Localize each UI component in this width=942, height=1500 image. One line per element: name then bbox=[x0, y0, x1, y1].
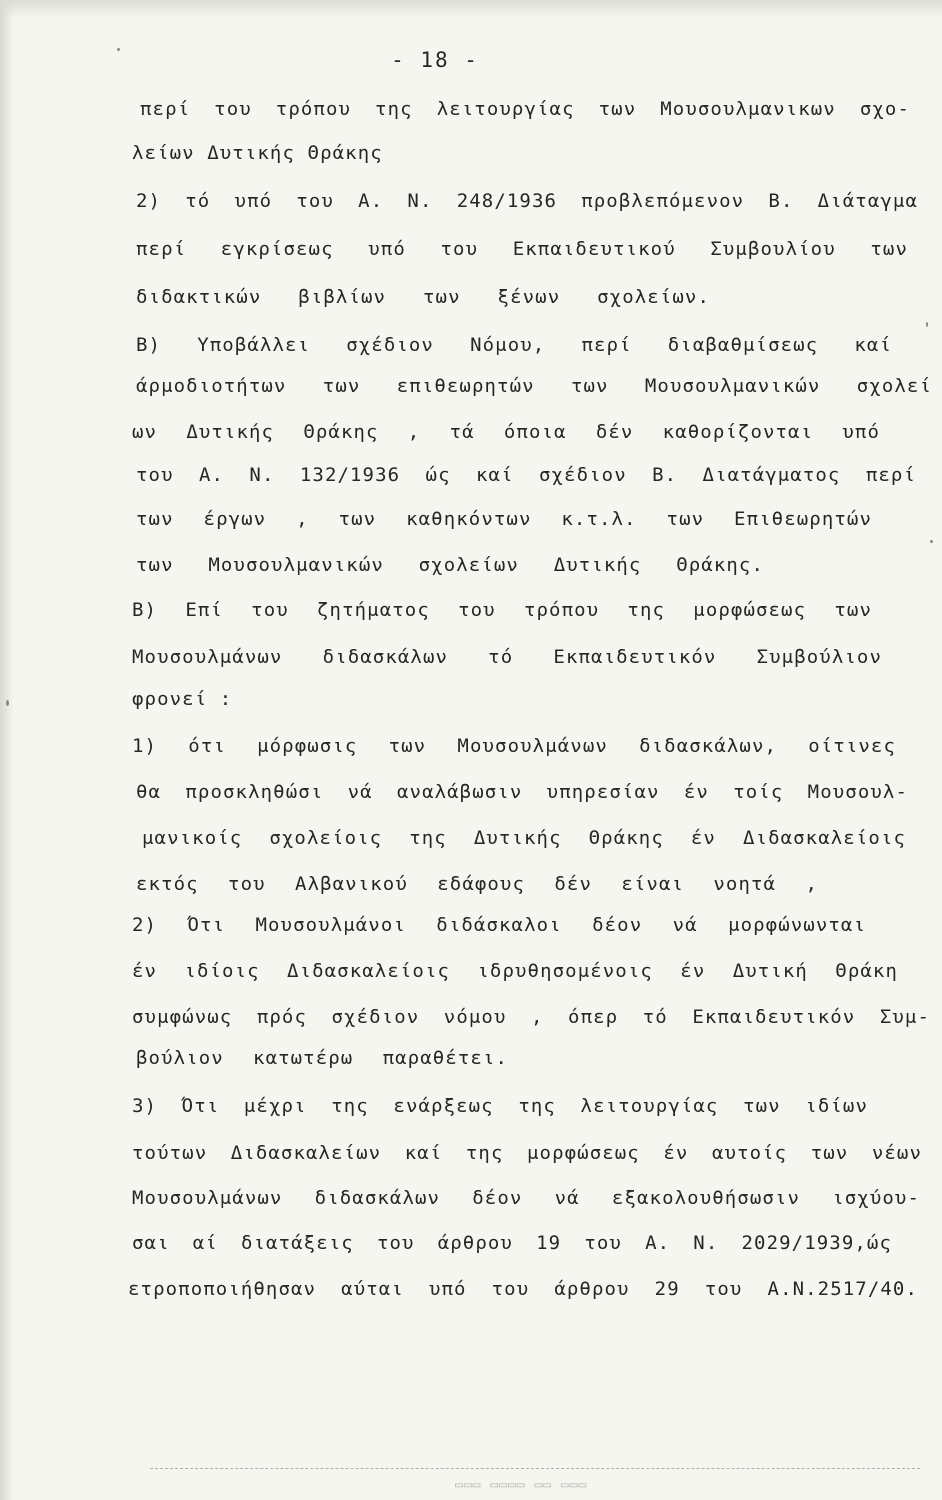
bleed-through-mark: ▭▭▭ ▭▭▭▭ ▭▭ ▭▭▭ bbox=[455, 1478, 588, 1493]
text-line: φρονεί : bbox=[132, 688, 233, 710]
text-line: τούτων Διδασκαλείων καί της μορφώσεως έν αυτοίς των νέων bbox=[132, 1142, 922, 1164]
text-line: 2) τό υπό του Α. Ν. 248/1936 προβλεπόμενον Β. Διάταγμα bbox=[136, 190, 918, 212]
text-line: ετροποποιήθησαν αύται υπό του άρθρου 29 του Α.Ν.2517/40. bbox=[128, 1278, 918, 1300]
text-line: ων Δυτικής Θράκης , τά όποια δέν καθορίζονται υπό bbox=[132, 421, 880, 443]
text-line: 1) ότι μόρφωσις των Μουσουλμάνων διδασκάλων, οίτινες bbox=[132, 735, 896, 757]
text-line: Μουσουλμάνων διδασκάλων τό Εκπαιδευτικόν Συμβούλιον bbox=[132, 646, 882, 668]
text-line: έν ιδίοις Διδασκαλείοις ιδρυθησομένοις έν Δυτική Θράκη bbox=[132, 960, 898, 982]
text-line: μανικοίς σχολείοις της Δυτικής Θράκης έν Διδασκαλείοις bbox=[142, 827, 906, 849]
paper-speck bbox=[930, 540, 933, 543]
footer-rule bbox=[150, 1468, 920, 1469]
text-line: εκτός του Αλβανικού εδάφους δέν είναι νοητά , bbox=[136, 873, 818, 895]
text-line: περί εγκρίσεως υπό του Εκπαιδευτικού Συμβουλίου των bbox=[136, 238, 908, 260]
text-line: διδακτικών βιβλίων των ξένων σχολείων. bbox=[136, 286, 710, 308]
text-line: περί του τρόπου της λειτουργίας των Μουσουλμανικων σχο- bbox=[140, 98, 910, 120]
text-line: συμφώνως πρός σχέδιον νόμου , όπερ τό Εκπαιδευτικόν Συμ- bbox=[132, 1006, 930, 1028]
text-line: βούλιον κατωτέρω παραθέτει. bbox=[136, 1047, 508, 1069]
text-line: 2) Ότι Μουσουλμάνοι διδάσκαλοι δέον νά μορφώνωνται bbox=[132, 914, 866, 936]
text-line: σαι αί διατάξεις του άρθρου 19 του Α. Ν. 2029/1939,ώς bbox=[132, 1232, 892, 1254]
paper-speck bbox=[926, 322, 928, 327]
text-line: Β) Υποβάλλει σχέδιον Νόμου, περί διαβαθμίσεως καί bbox=[136, 334, 892, 356]
text-line: των Μουσουλμανικών σχολείων Δυτικής Θράκης. bbox=[136, 554, 764, 576]
text-line: λείων Δυτικής Θράκης bbox=[132, 142, 383, 164]
text-line: 3) Ότι μέχρι της ενάρξεως της λειτουργίας των ιδίων bbox=[132, 1095, 868, 1117]
text-line: θα προσκληθώσι νά αναλάβωσιν υπηρεσίαν έν τοίς Μουσουλ- bbox=[136, 781, 908, 803]
text-line: άρμοδιοτήτων των επιθεωρητών των Μουσουλμανικών σχολεί bbox=[136, 375, 932, 397]
text-line: των έργων , των καθηκόντων κ.τ.λ. των Επιθεωρητών bbox=[136, 508, 872, 530]
page-number: - 18 - bbox=[391, 48, 479, 72]
text-line: Μουσουλμάνων διδασκάλων δέον νά εξακολουθήσωσιν ισχύου- bbox=[132, 1187, 920, 1209]
text-line: Β) Επί του ζητήματος του τρόπου της μορφώσεως των bbox=[132, 599, 872, 621]
paper-speck bbox=[117, 48, 120, 51]
paper-speck bbox=[6, 700, 9, 706]
text-line: του Α. Ν. 132/1936 ώς καί σχέδιον Β. Διατάγματος περί bbox=[136, 464, 916, 486]
